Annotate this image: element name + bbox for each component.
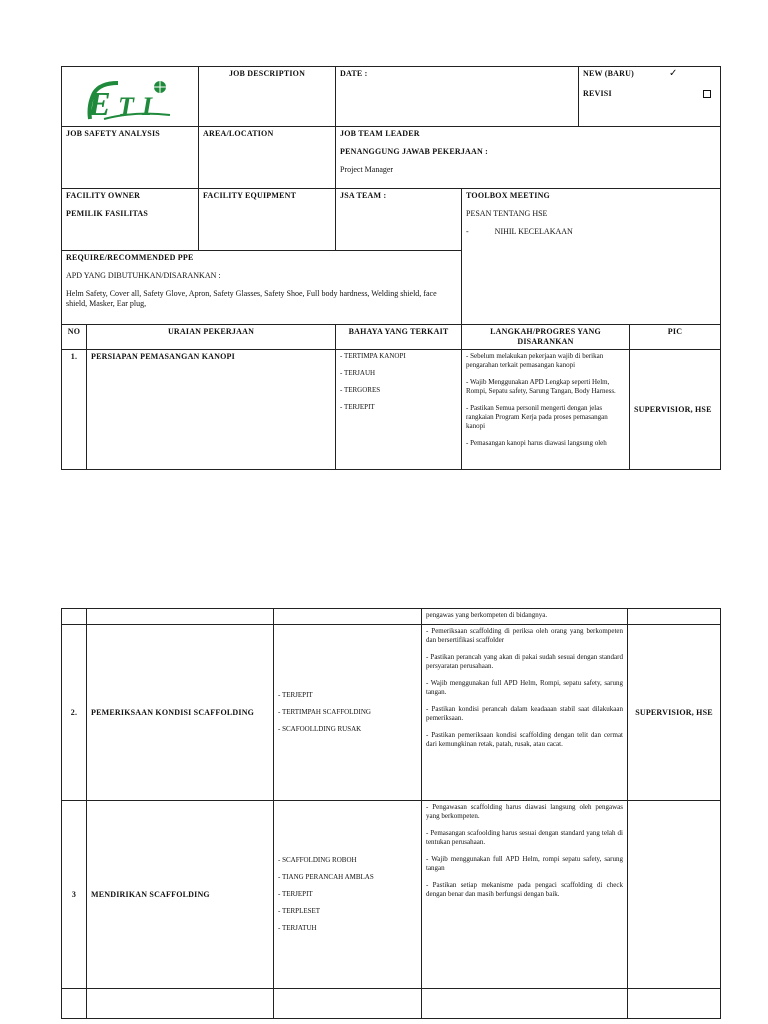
toolbox-cell [462, 189, 721, 325]
row2-langkah-item: - Wajib menggunakan full APD Helm, Rompi, sepatu safety, sarung tangan. [426, 679, 623, 696]
row2-bahaya-item: - SCAFOOLLDING RUSAK [278, 725, 362, 733]
row1-langkah-item: - Pastikan Semua personil mengerti dengan jelas rangkaian Program Kerja pada proses pemasangan kanopi [466, 404, 608, 430]
row3-langkah-item: - Pastikan setiap mekanisme pada pengaci scaffolding di check dengan benar dan masih berfungsi dengan baik. [426, 881, 623, 898]
col-pic: PIC [630, 325, 721, 350]
row2-bahaya-item: - TERTIMPAH SCAFFOLDING [278, 708, 371, 716]
pesan-dash: - [466, 227, 469, 236]
revisi-label: REVISI [583, 89, 612, 98]
row3-bahaya-item: - TERJEPIT [278, 890, 313, 898]
date-label: DATE : [340, 69, 368, 78]
row1-no: 1. [62, 350, 87, 470]
row3-langkah [422, 801, 628, 989]
pemilik-label: PEMILIK FASILITAS [66, 209, 149, 218]
col-uraian: URAIAN PEKERJAAN [87, 325, 336, 350]
row1-bahaya-item: - TERGORES [340, 386, 381, 394]
jsa-label: JOB SAFETY ANALYSIS [66, 129, 160, 138]
row3-langkah-item: - Wajib menggunakan full APD Helm, rompi sepatu safety, sarung tangan [426, 855, 623, 872]
ppe-label: REQUIRE/RECOMMENDED PPE [66, 253, 194, 262]
svg-text:T: T [118, 92, 134, 121]
cont-pic [628, 609, 721, 625]
row1-langkah-item: - Sebelum melakukan pekerjaan wajib di berikan pengarahan terkait pemasangan kanopi [466, 352, 604, 369]
row2-langkah-item: - Pemeriksaan scaffolding di periksa oleh orang yang berkompeten dan bersertifikasi scaffolder [426, 627, 623, 644]
ppe-value: Helm Safety, Cover all, Safety Glove, Apron, Safety Glasses, Safety Shoe, Full body hardness, Welding shield, face shield, Masker, Ear plug, [66, 289, 437, 308]
row3-no: 3 [62, 801, 87, 989]
eti-logo [84, 75, 176, 123]
empty-langkah [422, 989, 628, 1019]
ppe-cell [62, 251, 462, 325]
area-cell [199, 127, 336, 189]
row2-langkah-item: - Pastikan kondisi perancah dalam keadaaan stabil saat dilakukaan pemeriksaan. [426, 705, 623, 722]
row3-bahaya-item: - TERJATUH [278, 924, 317, 932]
team-leader-cell [336, 127, 721, 189]
pesan-value: NIHIL KECELAKAAN [494, 227, 573, 236]
row3-bahaya [274, 801, 422, 989]
col-bahaya: BAHAYA YANG TERKAIT [336, 325, 462, 350]
col-langkah: LANGKAH/PROGRES YANG DISARANKAN [462, 325, 630, 350]
toolbox-label: TOOLBOX MEETING [466, 191, 550, 200]
jsa-table-page1 [61, 66, 721, 470]
area-label: AREA/LOCATION [203, 129, 274, 138]
date-cell [336, 67, 579, 127]
facility-equipment-label: FACILITY EQUIPMENT [203, 191, 297, 200]
penanggung-value: Project Manager [340, 165, 394, 174]
facility-owner-cell [62, 189, 199, 251]
row1-langkah-item: - Wajib Menggunakan APD Lengkap seperti Helm, Rompi, Sepatu safety, Sarung Tangan, Body Harness. [466, 378, 616, 395]
row1-bahaya [336, 350, 462, 470]
row1-bahaya-item: - TERJAUH [340, 369, 376, 377]
row1-uraian: PERSIAPAN PEMASANGAN KANOPI [87, 350, 336, 470]
cont-bahaya [274, 609, 422, 625]
job-description-label: JOB DESCRIPTION [228, 69, 306, 78]
facility-equipment-cell [199, 189, 336, 251]
empty-bahaya [274, 989, 422, 1019]
checkbox-icon[interactable] [703, 90, 711, 98]
row3-bahaya-item: - SCAFFOLDING ROBOH [278, 856, 357, 864]
check-icon: ✓ [669, 68, 678, 79]
row2-langkah-item: - Pastikan pemeriksaan kondisi scaffolding dengan telit dan cermat dari kemungkinan retak, patah, rusak, atau cacat. [426, 731, 623, 748]
team-leader-label: JOB TEAM LEADER [340, 129, 420, 138]
pesan-label: PESAN TENTANG HSE [466, 209, 548, 218]
apd-label: APD YANG DIBUTUHKAN/DISARANKAN : [66, 271, 221, 280]
row3-uraian: MENDIRIKAN SCAFFOLDING [87, 801, 274, 989]
cont-langkah: pengawas yang berkompeten di bidangnya. [422, 609, 628, 625]
row2-uraian: PEMERIKSAAN KONDISI SCAFFOLDING [87, 625, 274, 801]
row3-bahaya-item: - TERPLESET [278, 907, 321, 915]
row3-pic [628, 801, 721, 989]
cont-no [62, 609, 87, 625]
row1-bahaya-item: - TERTIMPA KANOPI [340, 352, 406, 360]
jsa-cell [62, 127, 199, 189]
empty-uraian [87, 989, 274, 1019]
row3-bahaya-item: - TIANG PERANCAH AMBLAS [278, 873, 374, 881]
logo-cell [62, 67, 199, 127]
svg-text:I: I [142, 92, 153, 121]
row1-pic: SUPERVISIOR, HSE [630, 350, 721, 470]
svg-text:E: E [88, 86, 111, 123]
row2-pic: SUPERVISIOR, HSE [628, 625, 721, 801]
new-label: NEW (BARU) [583, 69, 634, 78]
row2-langkah [422, 625, 628, 801]
cont-uraian [87, 609, 274, 625]
row3-langkah-item: - Pemasangan scafoolding harus sesuai dengan standard yang telah di tentukan perusahaan. [426, 829, 623, 846]
penanggung-label: PENANGGUNG JAWAB PEKERJAAN : [340, 147, 489, 156]
row3-langkah-item: - Pengawasan scaffolding harus diawasi langsung oleh pengawas yang berkompeten. [426, 803, 623, 820]
jsa-team-cell [336, 189, 462, 251]
row2-bahaya-item: - TERJEPIT [278, 691, 313, 699]
col-no: NO [62, 325, 87, 350]
empty-pic [628, 989, 721, 1019]
row1-langkah-item: - Pemasangan kanopi harus diawasi langsung oleh [466, 439, 607, 447]
jsa-team-label: JSA TEAM : [340, 191, 387, 200]
row2-bahaya [274, 625, 422, 801]
jsa-table-page2 [61, 608, 721, 1019]
row1-langkah [462, 350, 630, 470]
row2-langkah-item: - Pastikan perancah yang akan di pakai sudah sesuai dengan standard persyaratan perusahaan. [426, 653, 623, 670]
empty-no [62, 989, 87, 1019]
facility-owner-label: FACILITY OWNER [66, 191, 141, 200]
row2-no: 2. [62, 625, 87, 801]
row1-bahaya-item: - TERJEPIT [340, 403, 375, 411]
status-cell [579, 67, 721, 127]
job-description-cell [199, 67, 336, 127]
